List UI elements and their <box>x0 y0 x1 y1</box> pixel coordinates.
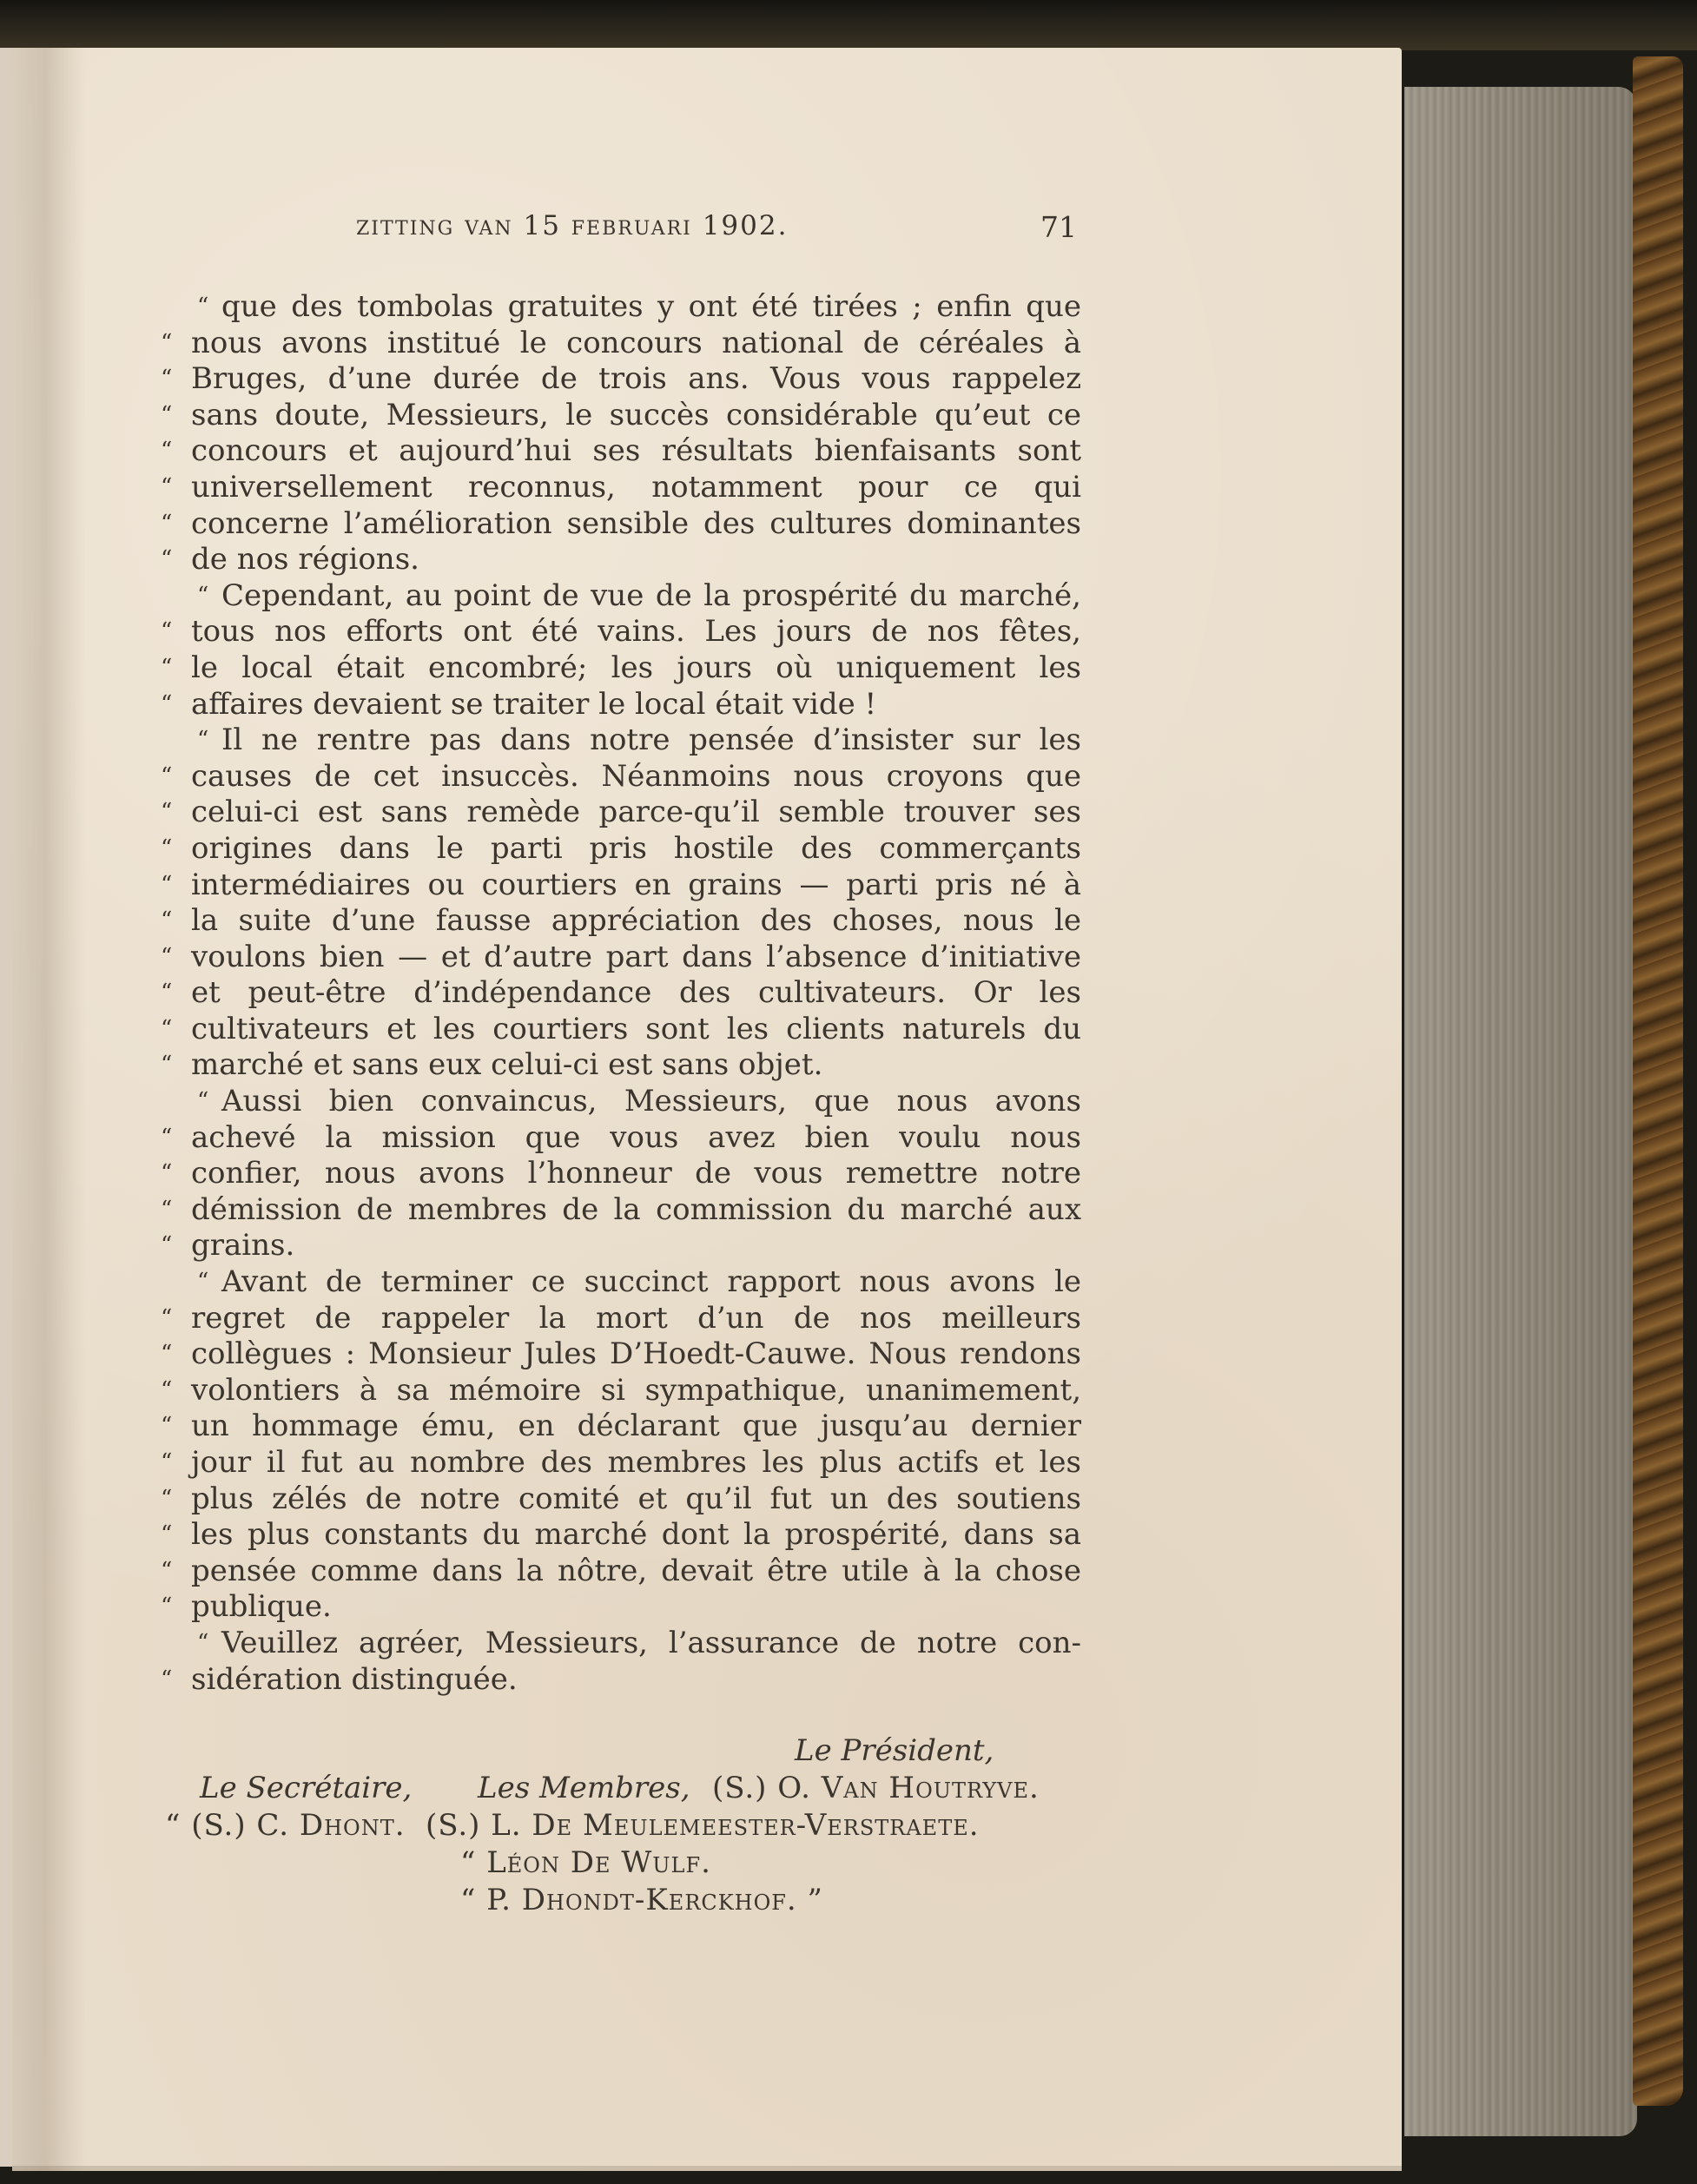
quote-mark: “ <box>161 473 173 500</box>
line-text: et peut-être d’indépendance des cultivateurs. Or les <box>191 975 1081 1011</box>
line-text: jour il fut au nombre des membres les plus actifs et les <box>191 1445 1081 1480</box>
line-text: la suite d’une fausse appréciation des choses, nous le <box>191 903 1081 939</box>
line-text: sidération distinguée. <box>191 1661 518 1697</box>
text-line <box>161 723 1081 759</box>
quote-mark: “ <box>161 1124 173 1151</box>
member-name-3: “ P. Dhondt-Kerckhof. ” <box>460 1883 823 1917</box>
line-text: voulons bien — et d’autre part dans l’absence d’initiative <box>191 939 1081 974</box>
member-name-2: “ Léon De Wulf. <box>460 1845 711 1880</box>
line-text: grains. <box>191 1228 295 1264</box>
running-head <box>356 210 1077 254</box>
running-title: zitting van 15 februari 1902. <box>356 210 789 241</box>
text-line <box>161 506 1081 543</box>
text-line <box>161 1084 1081 1120</box>
line-text: Aussi bien convaincus, Messieurs, que nous avons <box>221 1084 1081 1119</box>
member-name-1: (S.) L. De Meulemeester-Verstraete. <box>426 1808 980 1843</box>
members-label: Les Membres, <box>478 1771 690 1805</box>
text-line <box>161 1047 1081 1084</box>
text-line <box>161 868 1081 904</box>
line-text: de nos régions. <box>191 542 419 577</box>
paragraph <box>161 578 1081 723</box>
text-line <box>161 1264 1081 1301</box>
text-line <box>161 470 1081 506</box>
quote-mark: “ <box>161 1376 173 1403</box>
quote-mark: “ <box>161 438 173 465</box>
text-line <box>161 614 1081 650</box>
line-text: Bruges, d’une durée de trois ans. Vous vous rappelez <box>191 361 1081 397</box>
line-text: Avant de terminer ce succinct rapport nous avons le <box>221 1264 1081 1300</box>
quote-mark: “ <box>161 1341 173 1368</box>
quote-mark: “ <box>161 943 173 970</box>
quote-mark: “ <box>161 1557 173 1584</box>
text-line <box>161 1120 1081 1157</box>
signature-row-member-2 <box>161 1844 1081 1882</box>
text-line <box>161 759 1081 795</box>
quote-mark: “ <box>197 727 209 754</box>
president-label: Le Président, <box>795 1733 994 1768</box>
scan-background-top <box>0 0 1697 50</box>
quote-mark: “ <box>161 907 173 934</box>
line-text: que des tombolas gratuites y ont été tirées ; enfin que <box>221 289 1081 324</box>
text-line <box>161 795 1081 831</box>
signature-row-labels <box>161 1770 1081 1807</box>
line-text: affaires devaient se traiter le local était vide ! <box>191 686 877 722</box>
text-line <box>161 1336 1081 1373</box>
line-text: achevé la mission que vous avez bien voulu nous <box>191 1119 1081 1155</box>
quote-mark: “ <box>161 510 173 537</box>
quote-mark: “ <box>161 1304 173 1331</box>
line-text: un hommage ému, en déclarant que jusqu’au dernier <box>191 1409 1081 1444</box>
text-line <box>161 1012 1081 1048</box>
paragraph <box>161 289 1081 578</box>
line-text: démission de membres de la commission du marché aux <box>191 1191 1081 1227</box>
quote-mark: “ <box>161 1666 173 1692</box>
text-line <box>161 433 1081 470</box>
signature-row-member-3 <box>161 1882 1081 1919</box>
line-text: le local était encombré; les jours où uniquement les <box>191 650 1081 685</box>
quote-mark: “ <box>197 1629 209 1656</box>
line-text: volontiers à sa mémoire si sympathique, unanimement, <box>191 1372 1081 1408</box>
quote-mark: “ <box>197 294 209 320</box>
quote-mark: “ <box>161 1160 173 1187</box>
text-line <box>161 650 1081 687</box>
paragraph <box>161 1264 1081 1626</box>
quote-mark: “ <box>161 1485 173 1512</box>
quote-mark: “ <box>161 1196 173 1223</box>
quote-mark: “ <box>197 582 209 609</box>
text-line <box>161 1626 1081 1662</box>
quote-mark: “ <box>161 1015 173 1042</box>
quote-mark: “ <box>197 1088 209 1115</box>
line-text: Il ne rentre pas dans notre pensée d’insister sur les <box>221 723 1081 758</box>
page-number: 71 <box>1040 210 1077 244</box>
text-line <box>161 1445 1081 1481</box>
line-text: sans doute, Messieurs, le succès considérable qu’eut ce <box>191 397 1081 432</box>
line-text: collègues : Monsieur Jules D’Hoedt-Cauwe. Nous rendons <box>191 1336 1081 1372</box>
line-text: celui-ci est sans remède parce-qu’il semble trouver ses <box>191 795 1081 830</box>
page-bottom-edge <box>12 2166 1402 2171</box>
text-line <box>161 831 1081 868</box>
paragraph <box>161 1084 1081 1264</box>
text-line <box>161 289 1081 326</box>
quote-mark: “ <box>161 654 173 681</box>
body-text <box>161 289 1081 1698</box>
quote-mark: “ <box>161 1593 173 1620</box>
text-line <box>161 687 1081 723</box>
text-line <box>161 903 1081 940</box>
line-text: cultivateurs et les courtiers sont les clients naturels du <box>191 1011 1081 1046</box>
line-text: les plus constants du marché dont la prospérité, dans sa <box>191 1517 1081 1553</box>
quote-mark: “ <box>161 329 173 356</box>
quote-mark: “ <box>161 366 173 393</box>
text-line <box>161 1662 1081 1699</box>
line-text: causes de cet insuccès. Néanmoins nous croyons que <box>191 758 1081 794</box>
text-line <box>161 326 1081 362</box>
text-line <box>161 1373 1081 1409</box>
text-line <box>161 542 1081 578</box>
text-line <box>161 1409 1081 1445</box>
quote-mark: “ <box>161 871 173 898</box>
quote-mark: “ <box>161 1052 173 1079</box>
text-line <box>161 361 1081 398</box>
text-line <box>161 578 1081 615</box>
quote-mark: “ <box>161 799 173 826</box>
line-text: tous nos efforts ont été vains. Les jours de nos fêtes, <box>191 614 1081 650</box>
book-cover-edge <box>1633 56 1683 2106</box>
quote-mark: “ <box>161 618 173 645</box>
quote-mark: “ <box>197 1269 209 1296</box>
signature-row-president-label <box>161 1732 1081 1770</box>
president-name: (S.) O. Van Houtryve. <box>712 1771 1040 1805</box>
quote-mark: “ <box>161 1521 173 1548</box>
quote-mark: “ <box>161 1449 173 1475</box>
paragraph <box>161 723 1081 1084</box>
text-line <box>161 1192 1081 1229</box>
line-text: nous avons institué le concours national de céréales à <box>191 325 1081 360</box>
gutter-shadow <box>12 48 86 2171</box>
quote-mark: “ <box>161 401 173 428</box>
line-text: Cependant, au point de vue de la prospérité du marché, <box>221 577 1081 613</box>
line-text: pensée comme dans la nôtre, devait être utile à la chose <box>191 1553 1081 1588</box>
quote-mark: “ <box>161 835 173 861</box>
signature-row-secretary <box>161 1807 1081 1844</box>
secretary-name: “ (S.) C. Dhont. <box>165 1808 406 1843</box>
text-line <box>161 1156 1081 1192</box>
text-line <box>161 1517 1081 1554</box>
book-page-stack-edge <box>1404 87 1637 2136</box>
text-line <box>161 975 1081 1012</box>
paragraph <box>161 1626 1081 1698</box>
line-text: plus zélés de notre comité et qu’il fut un des soutiens <box>191 1481 1081 1516</box>
secretary-label: Le Secrétaire, <box>200 1771 413 1805</box>
text-line <box>161 1481 1081 1518</box>
line-text: Veuillez agréer, Messieurs, l’assurance de notre con- <box>221 1625 1081 1660</box>
quote-mark: “ <box>161 980 173 1006</box>
quote-mark: “ <box>161 690 173 717</box>
signature-block <box>161 1732 1081 1919</box>
line-text: marché et sans eux celui-ci est sans objet. <box>191 1047 823 1083</box>
text-line <box>161 1228 1081 1264</box>
line-text: intermédiaires ou courtiers en grains — parti pris né à <box>191 867 1081 902</box>
quote-mark: “ <box>161 762 173 789</box>
line-text: concours et aujourd’hui ses résultats bienfaisants sont <box>191 433 1081 469</box>
text-line <box>161 1554 1081 1590</box>
quote-mark: “ <box>161 1413 173 1440</box>
line-text: regret de rappeler la mort d’un de nos meilleurs <box>191 1300 1081 1336</box>
text-line <box>161 398 1081 434</box>
line-text: confier, nous avons l’honneur de vous remettre notre <box>191 1156 1081 1191</box>
quote-mark: “ <box>161 546 173 573</box>
line-text: publique. <box>191 1589 332 1625</box>
line-text: origines dans le parti pris hostile des commerçants <box>191 830 1081 866</box>
text-line <box>161 1589 1081 1626</box>
quote-mark: “ <box>161 1232 173 1259</box>
line-text: concerne l’amélioration sensible des cultures dominantes <box>191 505 1081 541</box>
text-line <box>161 940 1081 976</box>
line-text: universellement reconnus, notamment pour ce qui <box>191 469 1081 505</box>
text-line <box>161 1301 1081 1337</box>
